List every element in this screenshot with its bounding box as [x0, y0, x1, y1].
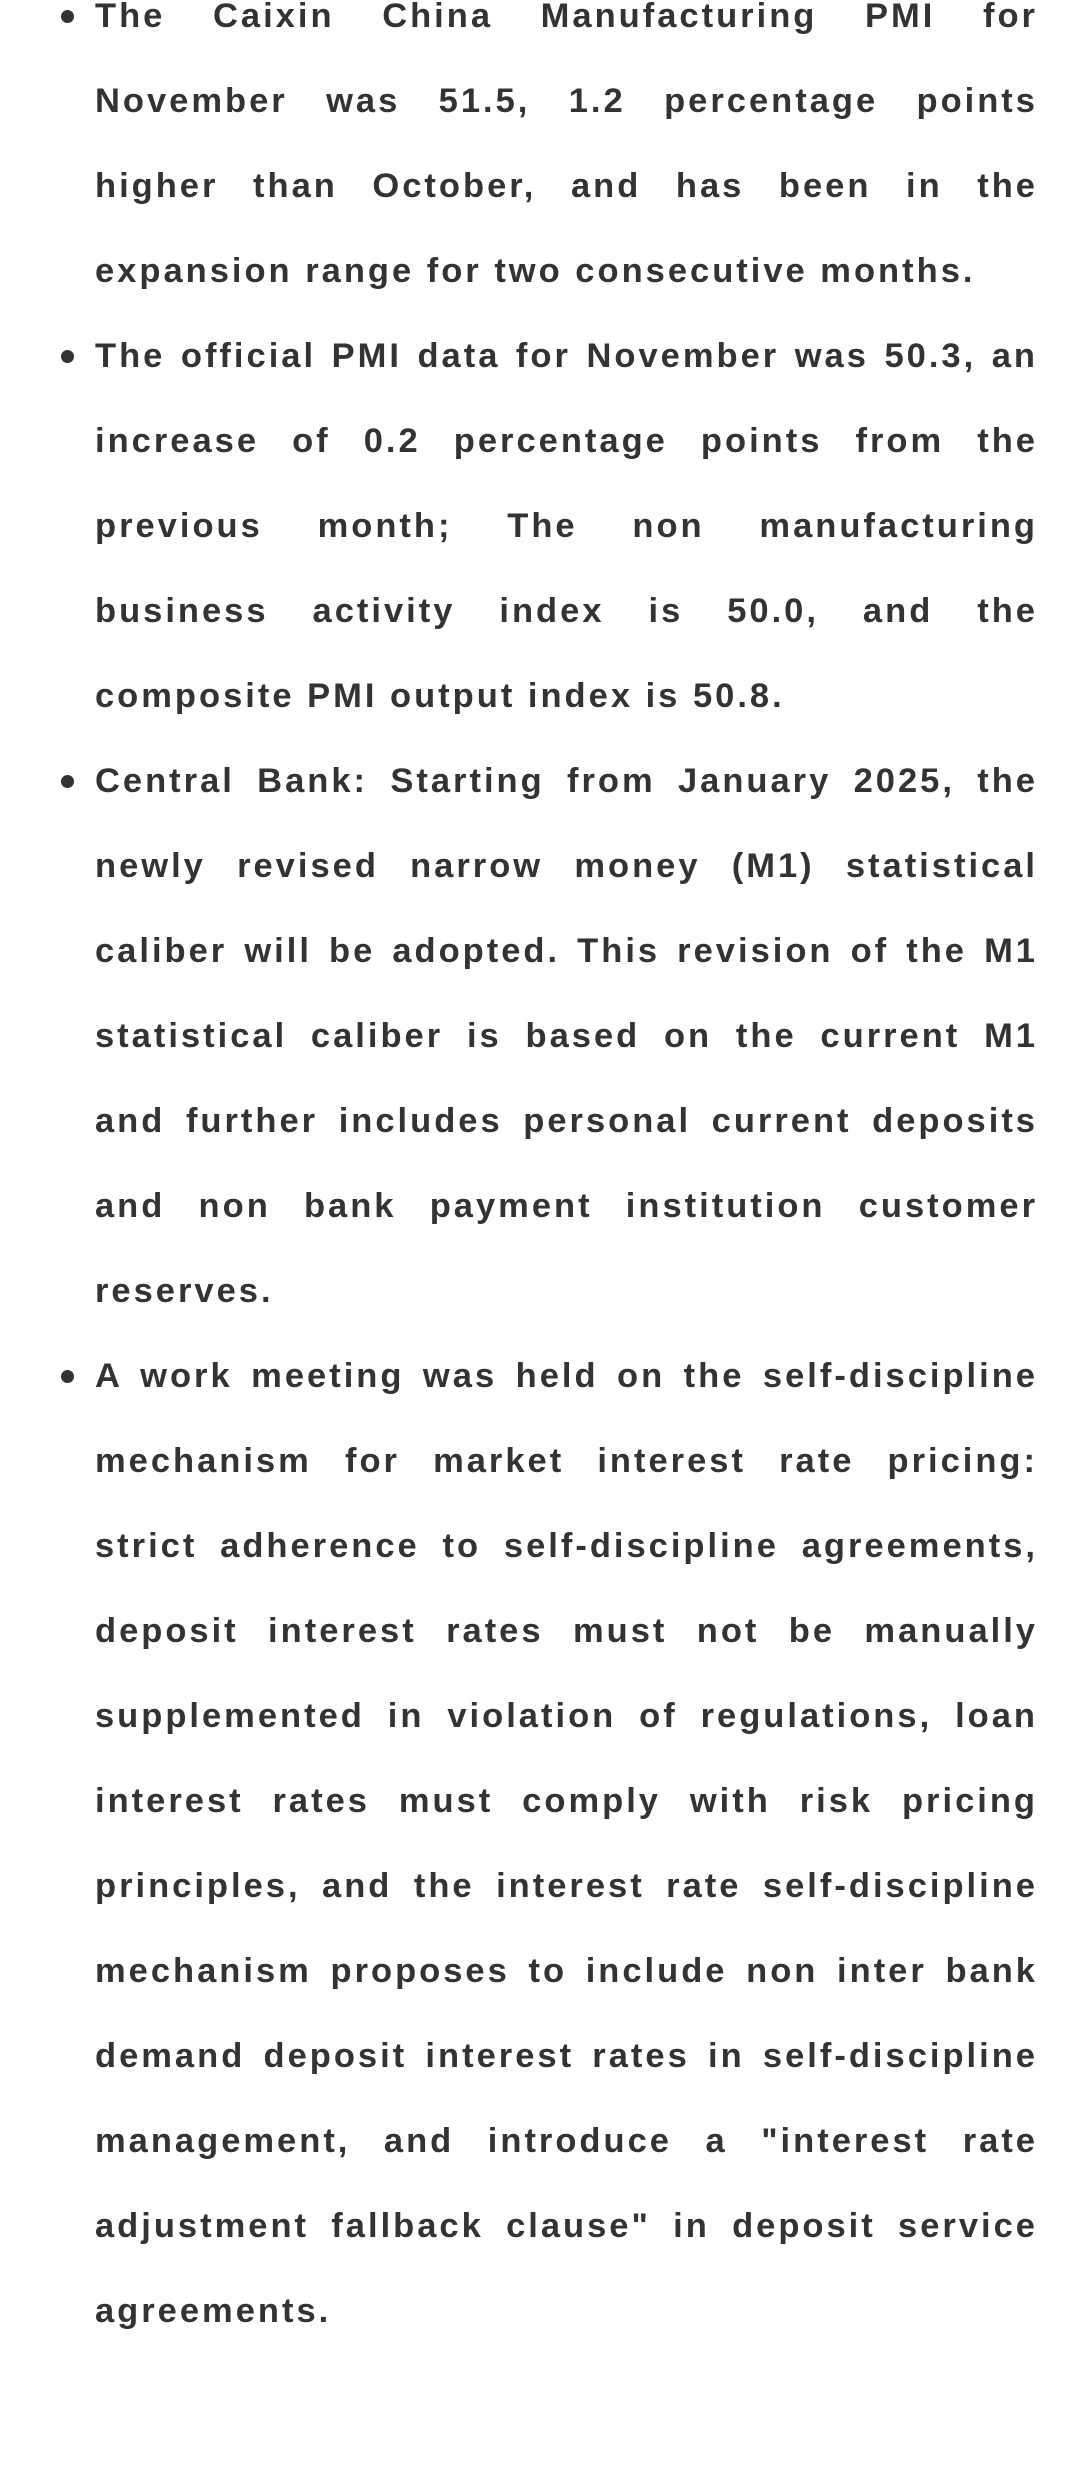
- bullet-dot-icon: [61, 775, 74, 788]
- bullet-dot-icon: [61, 10, 74, 23]
- list-item: [95, 314, 1038, 739]
- bullet-dot-icon: [61, 350, 74, 363]
- list-item: [95, 739, 1038, 1334]
- list-item-text: The Caixin China Manufacturing PMI for November was 51.5, 1.2 percentage points higher than October, and has been in the expansion range for two consecutive months.: [95, 0, 1038, 290]
- bullet-dot-icon: [61, 1370, 74, 1383]
- list-item: [95, 0, 1038, 314]
- list-item-text: The official PMI data for November was 50.3, an increase of 0.2 percentage points from the previous month; The non manufacturing business activity index is 50.0, and the composite PMI output index is 50.8.: [95, 337, 1038, 715]
- list-item-text: A work meeting was held on the self-discipline mechanism for market interest rate pricing: strict adherence to self-discipline agreements, deposit interest rates must not be manually supplemented in violation of regulations, loan interest rates must comply with risk pricing principles, and the interest rate self-discipline mechanism proposes to include non inter bank demand deposit interest rates in self-discipline management, and introduce a "interest rate adjustment fallback clause" in deposit service agreements.: [95, 1357, 1038, 2330]
- list-item: [95, 1334, 1038, 2354]
- list-item-text: Central Bank: Starting from January 2025, the newly revised narrow money (M1) statistical caliber will be adopted. This revision of the M1 statistical caliber is based on the current M1 and further includes personal current deposits and non bank payment institution customer reserves.: [95, 762, 1038, 1310]
